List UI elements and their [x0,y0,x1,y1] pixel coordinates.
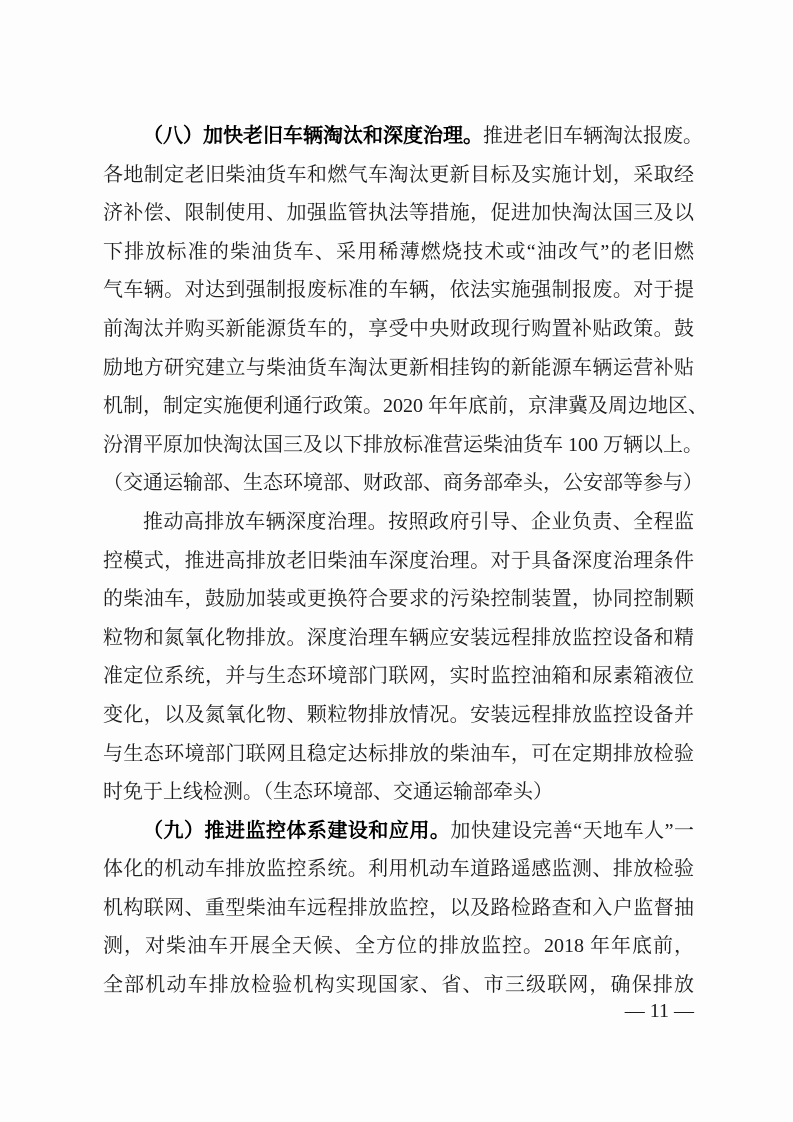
body-text: 推进老旧车辆淘汰报废。 [483,125,703,147]
body-text: 全部机动车排放检验机构实现国家、省、市三级联网，确保排放 [103,974,694,997]
document-body [103,117,708,1005]
body-text: 粒物和氮氧化物排放。深度治理车辆应安装远程排放监控设备和精 [103,626,694,649]
text-line [103,426,703,465]
body-text: 前淘汰并购买新能源货车的，享受中央财政现行购置补贴政策。鼓 [103,317,694,340]
body-text: 推动高排放车辆深度治理。按照政府引导、企业负责、全程监 [143,510,694,533]
body-text: 济补偿、限制使用、加强监管执法等措施，促进加快淘汰国三及以 [103,202,694,225]
body-text: 测，对柴油车开展全天候、全方位的排放监控。2018 年年底前， [103,935,694,958]
text-line [103,927,694,966]
text-line [103,464,703,503]
body-text: 机构联网、重型柴油车远程排放监控，以及路检路查和入户监督抽 [103,896,694,919]
text-line [103,349,694,388]
body-text: 加快建设完善“天地车人”一 [450,819,694,842]
text-line [103,542,694,581]
text-line [103,271,694,310]
body-text: 各地制定老旧柴油货车和燃气车淘汰更新目标及实施计划，采取经 [103,163,694,186]
body-text: 汾渭平原加快淘汰国三及以下排放标准营运柴油货车 100 万辆以上。 [103,433,703,456]
body-text: 时免于上线检测。（生态环境部、交通运输部牵头） [103,781,553,804]
text-line [103,310,694,349]
text-line [103,889,694,928]
section-heading-text: （九）推进监控体系建设和应用。 [143,819,451,842]
body-text: 下排放标准的柴油货车、采用稀薄燃烧技术或“油改气”的老旧燃 [103,240,694,263]
text-line [103,194,694,233]
text-line [103,117,703,156]
body-text: 与生态环境部门联网且稳定达标排放的柴油车，可在定期排放检验 [103,742,694,765]
text-line [103,156,694,195]
body-text: 机制，制定实施便利通行政策。2020 年年底前，京津冀及周边地区、 [103,395,708,418]
section-heading-text: （八）加快老旧车辆淘汰和深度治理。 [143,125,483,147]
text-line [103,735,694,774]
page-number: — 11 — [624,1000,694,1022]
body-text: 准定位系统，并与生态环境部门联网，实时监控油箱和尿素箱液位 [103,665,694,688]
body-text: 控模式，推进高排放老旧柴油车深度治理。对于具备深度治理条件 [103,549,694,572]
text-line [103,580,694,619]
body-text: 的柴油车，鼓励加装或更换符合要求的污染控制装置，协同控制颗 [103,588,694,611]
text-line [103,503,694,542]
text-line [103,233,694,272]
text-line [103,619,694,658]
body-text: 变化，以及氮氧化物、颗粒物排放情况。安装远程排放监控设备并 [103,703,694,726]
body-text: 励地方研究建立与柴油货车淘汰更新相挂钩的新能源车辆运营补贴 [103,356,694,379]
text-line [103,696,694,735]
text-line [103,387,708,426]
body-text: 气车辆。对达到强制报废标准的车辆，依法实施强制报废。对于提 [103,279,694,302]
text-line [103,850,694,889]
text-line [103,773,694,812]
body-text: 体化的机动车排放监控系统。利用机动车道路遥感监测、排放检验 [103,858,694,881]
text-line [103,812,694,851]
text-line [103,657,694,696]
body-text: （交通运输部、生态环境部、财政部、商务部牵头，公安部等参与） [103,472,703,495]
